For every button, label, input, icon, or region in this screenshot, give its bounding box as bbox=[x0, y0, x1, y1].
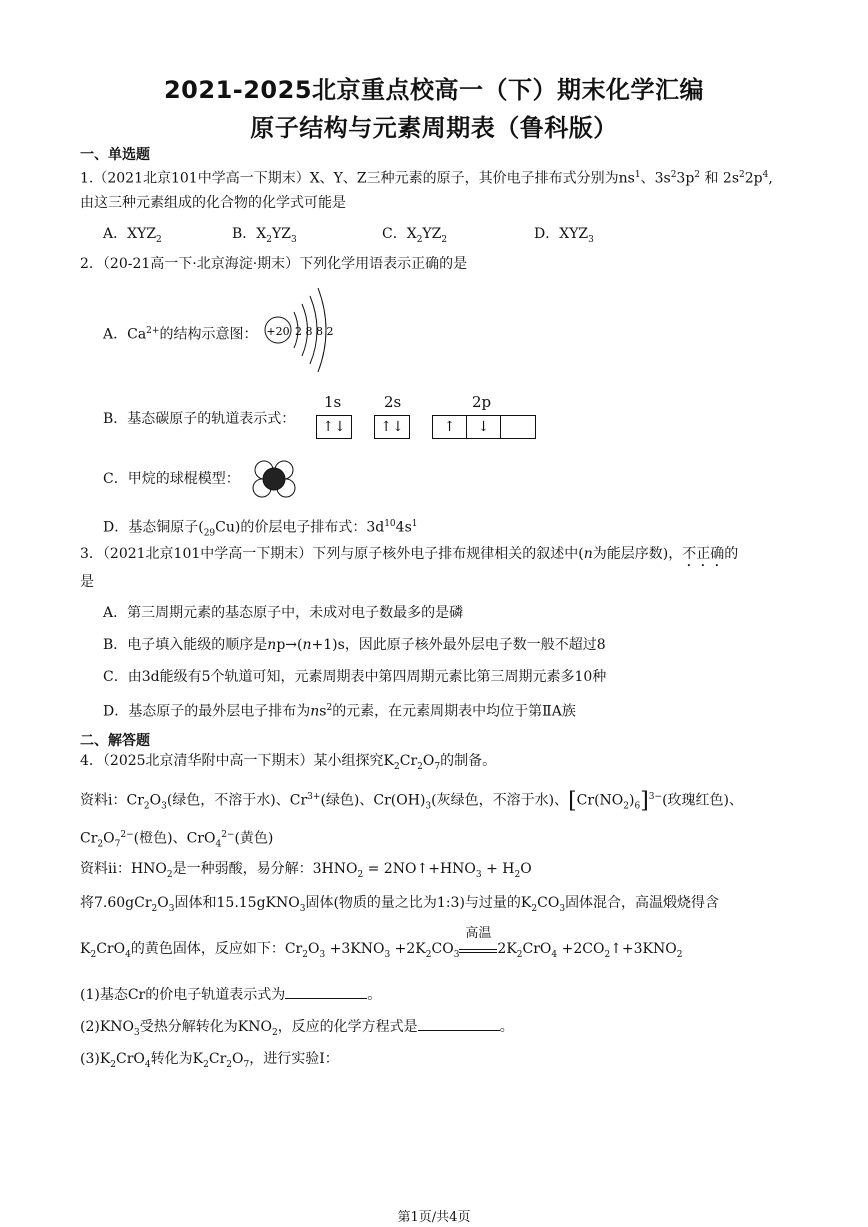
question-1-stem: 1.（2021北京101中学高一下期末）X、Y、Z三种元素的原子，其价电子排布式分别为$ns^1$、$3s^23p^2$ 和 $2s^22p^4$, bbox=[80, 170, 773, 187]
answer-blank-1[interactable] bbox=[285, 986, 367, 999]
question-2-stem: 2．（20-21高一下·北京海淀·期末）下列化学用语表示正确的是 bbox=[80, 256, 468, 272]
q4-subquestion-1: (1)基态Cr的价电子轨道表示式为 。 bbox=[80, 987, 382, 1003]
page-subtitle: 原子结构与元素周期表（鲁科版） bbox=[250, 114, 618, 142]
question-3-option-c: C．由3d能级有5个轨道可知，元素周期表中第四周期元素比第三周期元素多10种 bbox=[103, 669, 607, 685]
question-1-option-a: A．$XYZ_2$ bbox=[103, 226, 162, 245]
orbital-box-2s bbox=[374, 415, 410, 439]
question-2-option-a: A．$Ca^{2+}$的结构示意图： bbox=[103, 326, 258, 343]
shell-counts: 2 8 8 2 bbox=[295, 325, 334, 338]
electron-down-icon: ↓ bbox=[467, 416, 501, 438]
question-1-option-c: C．$X_2YZ_2$ bbox=[382, 226, 448, 245]
q4-subquestion-3: $(3)K_2CrO_4$转化为$K_2Cr_2O_7$，进行实验Ⅰ： bbox=[80, 1051, 339, 1070]
question-4-stem: 4．（2025北京清华附中高一下期末）某小组探究$K_2Cr_2O_7$的制备。 bbox=[80, 753, 497, 772]
q4-reaction-line: $K_2CrO_4$的黄色固体，反应如下：$Cr_2O_3 +3KNO_3 +2K_2CO_3$ 高温 $2K_2CrO_4$ $+2CO_2↑+3KNO_2$ bbox=[80, 926, 683, 960]
question-1-option-d: D．$XYZ_3$ bbox=[534, 226, 594, 245]
electron-pair-icon: ↑↓ bbox=[322, 419, 346, 435]
orbital-label-2s: 2s bbox=[384, 393, 402, 411]
q4-procedure-line1: 将$7.60gCr_2O_3$固体和15.15gKNO$_3$固体(物质的量之比为1:3)与过量的$K_2CO_3$固体混合，高温煅烧得含 bbox=[80, 895, 720, 914]
question-3-stem: 3．（2021北京101中学高一下期末）下列与原子核外电子排布规律相关的叙述中(n为能层序数)，不正确的 bbox=[80, 546, 739, 562]
reaction-condition: 高温 bbox=[465, 926, 492, 941]
empty-orbital bbox=[501, 416, 534, 438]
question-3-option-d: D．基态原子的最外层电子排布为$ns^2$的元素，在元素周期表中均位于第ⅡA族 bbox=[103, 703, 576, 720]
q4-subquestion-2: $(2)KNO_3$受热分解转化为$KNO_2$，反应的化学方程式是 。 bbox=[80, 1019, 514, 1038]
section-heading-answer: 二、解答题 bbox=[80, 733, 150, 749]
nucleus-label: +20 bbox=[266, 325, 290, 338]
methane-ball-stick-model bbox=[250, 458, 298, 500]
question-2-option-c: C．甲烷的球棍模型： bbox=[103, 471, 240, 487]
data-ii-line: 资料ⅱ：$HNO_2$是一种弱酸，易分解：$3HNO_2$ = $2NO↑+HNO_3 + H_2O$ bbox=[80, 861, 532, 880]
question-3-option-a: A．第三周期元素的基态原子中，未成对电子数最多的是磷 bbox=[103, 605, 464, 621]
page-footer: 第1页/共4页 bbox=[397, 1210, 471, 1225]
orbital-box-1s bbox=[316, 415, 352, 439]
question-3-stem-line2: 是 bbox=[80, 574, 94, 590]
section-heading-single-choice: 一、单选题 bbox=[80, 147, 150, 163]
question-1-stem-line2: 由这三种元素组成的化合物的化学式可能是 bbox=[80, 195, 346, 211]
electron-pair-icon: ↑↓ bbox=[380, 419, 404, 435]
answer-blank-2[interactable] bbox=[418, 1018, 500, 1031]
question-2-option-b: B．基态碳原子的轨道表示式： bbox=[103, 411, 296, 427]
data-i-line2: $Cr_2O_7^{2-}$(橙色)、CrO$_4^{2-}$(黄色) bbox=[80, 830, 274, 850]
data-i-line1: 资料ⅰ：$Cr_2O_3$(绿色，不溶于水)、$Cr^{3+}$(绿色)、$Cr(OH)_3$(灰绿色，不溶于水)、$[Cr(NO_2)_6]^{3-}$(玫瑰红色)、 bbox=[80, 788, 744, 814]
atomic-structure-diagram bbox=[262, 284, 342, 374]
orbital-label-1s: 1s bbox=[324, 393, 342, 411]
question-2-option-d: D．基态铜原子$(_{29}Cu)$的价层电子排布式：$3d^{10}4s^1$ bbox=[103, 519, 418, 539]
orbital-label-2p: 2p bbox=[472, 393, 492, 411]
question-3-option-b: B．电子填入能级的顺序是np→(n+1)s，因此原子核外最外层电子数一般不超过8 bbox=[103, 637, 606, 653]
page-title: 2021-2025北京重点校高一（下）期末化学汇编 bbox=[163, 76, 705, 104]
orbital-box-2p bbox=[432, 415, 536, 439]
electron-up-icon: ↑ bbox=[433, 416, 467, 438]
question-1-option-b: B．$X_2YZ_3$ bbox=[232, 226, 297, 245]
